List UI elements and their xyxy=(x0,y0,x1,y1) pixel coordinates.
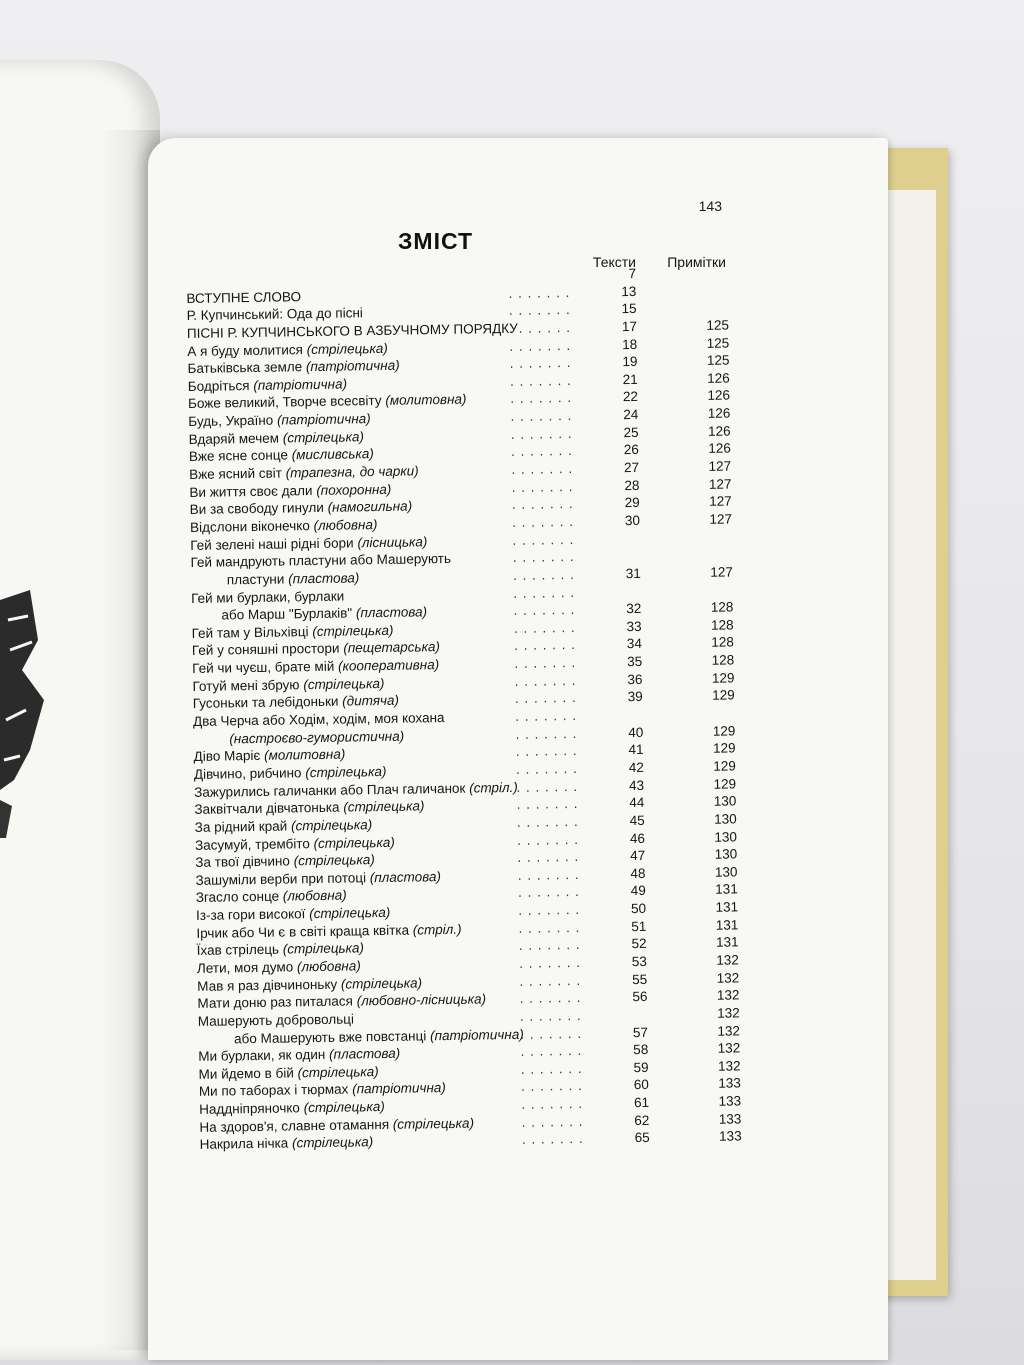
notes-page: 131 xyxy=(715,917,739,933)
leader-dots: . . . . . . . xyxy=(508,302,571,319)
song-title: Ми йдемо в бій xyxy=(198,1065,294,1082)
notes-page: 132 xyxy=(716,970,740,986)
notes-page: 131 xyxy=(715,899,739,915)
song-title: Гей ми бурлаки, бурлаки xyxy=(191,588,345,606)
song-genre: (стрілецька) xyxy=(282,940,365,957)
leader-dots: . . . . . . . xyxy=(514,672,577,689)
notes-page: 127 xyxy=(710,564,733,580)
leader-dots: . . . . . . . xyxy=(513,584,576,601)
song-genre: (стрілецька) xyxy=(303,675,385,692)
song-title: За твої дівчино xyxy=(195,853,290,871)
leader-dots: . . . . . . . xyxy=(518,919,581,936)
leader-dots: . . . . . . . xyxy=(511,496,574,513)
notes-page: 133 xyxy=(718,1111,742,1127)
text-page: 18 xyxy=(622,336,638,352)
leader-dots: . . . . . . . xyxy=(515,707,578,724)
song-title: Ви життя своє дали xyxy=(189,482,313,500)
song-genre: (стрілецька) xyxy=(312,622,394,639)
notes-page: 132 xyxy=(717,1022,741,1039)
text-page: 45 xyxy=(629,812,645,828)
notes-page: 129 xyxy=(712,723,736,739)
song-title: Мав я раз дівчиноньку xyxy=(197,976,338,994)
song-title: Накрила нічка xyxy=(199,1135,289,1153)
song-title: або Машерують вже повстанці xyxy=(233,1027,427,1046)
song-genre: (стрілецька) xyxy=(306,340,388,357)
notes-page: 126 xyxy=(707,370,730,386)
leader-dots: . . . . . . . xyxy=(516,796,579,813)
song-title: Вдаряй мечем xyxy=(188,430,280,447)
leader-dots: . . . . . . . xyxy=(519,1007,582,1024)
text-page xyxy=(603,706,643,707)
notes-page: 133 xyxy=(718,1075,741,1092)
text-page: 24 xyxy=(623,407,639,423)
song-genre: (любовно-лісницька) xyxy=(356,991,487,1009)
song-genre: (пластова) xyxy=(369,868,442,885)
leader-dots: . . . . . . . xyxy=(520,1060,583,1077)
text-page: 39 xyxy=(627,689,643,705)
text-page: 21 xyxy=(622,371,638,387)
notes-page: 125 xyxy=(706,335,730,351)
song-genre: (стрілецька) xyxy=(343,798,425,815)
text-page xyxy=(608,1006,648,1007)
text-page: 27 xyxy=(623,459,640,476)
text-page xyxy=(600,530,640,531)
text-page: 13 xyxy=(621,283,637,299)
page-stack-edge xyxy=(880,190,936,1280)
song-title: ВСТУПНЕ СЛОВО xyxy=(186,288,302,306)
text-page: 48 xyxy=(630,865,646,881)
song-title: або Марш "Бурлаків" xyxy=(221,605,353,623)
song-title: Машерують добровольці xyxy=(197,1011,355,1029)
song-title: Р. Купчинський: Ода до пісні xyxy=(186,305,363,324)
song-title: Батьківська земле xyxy=(187,359,303,377)
song-genre: (патріотична) xyxy=(276,411,371,428)
text-page: 62 xyxy=(634,1112,650,1128)
song-genre: (трапезна, до чарки) xyxy=(285,463,419,481)
leader-dots: . . . . . . . xyxy=(520,1025,583,1042)
leader-dots: . . . . . . . xyxy=(510,408,573,425)
song-title: За рідний край xyxy=(194,818,288,835)
song-title: Відслони віконечко xyxy=(189,518,310,535)
song-genre: (стрілецька) xyxy=(392,1115,475,1132)
notes-page xyxy=(682,528,732,529)
song-title: Гей зелені наші рідні бори xyxy=(190,535,354,553)
song-genre: (стрілецька) xyxy=(282,428,365,446)
notes-page: 129 xyxy=(712,740,736,757)
song-title: Два Черча або Ходім, ходім, моя кохана xyxy=(192,710,445,729)
leader-dots: . . . . . . . xyxy=(512,549,575,566)
text-page: 61 xyxy=(633,1094,650,1111)
song-genre: (стрілецька) xyxy=(303,1099,385,1116)
leader-dots: . . . . . . . xyxy=(512,566,575,583)
song-title: Мати доню раз питалася xyxy=(197,993,354,1012)
text-page: 57 xyxy=(632,1024,649,1040)
toc-entry-title xyxy=(186,288,301,307)
song-genre: (настроєво-гумористична) xyxy=(229,728,405,747)
leader-dots: . . . . . . . xyxy=(520,1078,583,1095)
text-page: 36 xyxy=(627,671,643,687)
leader-dots: . . . . . . . xyxy=(517,866,580,883)
notes-page: 125 xyxy=(706,317,730,333)
text-page: 46 xyxy=(629,830,646,846)
song-title: Ми по таборах і тюрмах xyxy=(198,1082,349,1100)
text-page: 25 xyxy=(623,424,639,440)
song-genre: (патріотична) xyxy=(305,357,400,375)
toc-entry-title xyxy=(200,1134,374,1154)
song-title: Вже ясний світ xyxy=(189,465,283,483)
leader-dots: . . . . . . . xyxy=(518,937,581,954)
song-genre: (стрілецька) xyxy=(340,975,423,992)
text-page: 31 xyxy=(625,565,641,582)
song-genre: (кооперативна) xyxy=(337,657,440,674)
leader-dots: . . . . . . . xyxy=(521,1131,584,1148)
text-page: 55 xyxy=(632,971,648,987)
song-title: Ірчик або Чи є в світі краща квітка xyxy=(196,922,410,941)
text-page: 28 xyxy=(624,477,640,493)
text-page: 65 xyxy=(634,1130,650,1146)
leader-dots: . . . . . . . xyxy=(515,760,578,777)
song-genre: (стріл.) xyxy=(412,921,462,938)
notes-page: 130 xyxy=(714,846,738,862)
song-genre: (молитовна) xyxy=(385,392,467,409)
text-page: 29 xyxy=(624,495,640,511)
song-title: Гей чи чуєш, брате мій xyxy=(192,658,335,677)
song-genre: (молитовна) xyxy=(263,746,346,764)
notes-page: 132 xyxy=(716,952,739,968)
song-title: Зашуміли верби при потоці xyxy=(195,870,367,888)
notes-page: 130 xyxy=(713,793,737,809)
song-title: Згасло сонце xyxy=(195,889,280,906)
song-genre: (стрілецька) xyxy=(291,1134,374,1151)
notes-page xyxy=(685,704,735,705)
notes-page: 129 xyxy=(713,776,737,792)
song-title: Заквітчали дівчатонька xyxy=(194,799,340,818)
song-title: Готуй мені збрую xyxy=(192,677,300,694)
text-page: 53 xyxy=(631,953,648,970)
song-title: Гусоньки та лебідоньки xyxy=(192,694,339,712)
text-page xyxy=(601,582,641,583)
text-page: 47 xyxy=(630,848,646,864)
notes-page: 131 xyxy=(715,881,738,898)
song-genre: (пластова) xyxy=(328,1045,401,1063)
notes-page xyxy=(682,546,732,547)
notes-page: 126 xyxy=(708,440,731,457)
text-page: 49 xyxy=(630,883,646,899)
song-title: А я буду молитися xyxy=(187,341,303,359)
leader-dots: . . . . . . . xyxy=(519,972,582,989)
leader-dots: . . . . . . . xyxy=(509,372,572,389)
song-genre: (лісницька) xyxy=(357,533,428,550)
notes-page: 129 xyxy=(712,687,735,704)
leader-dots: . . . . . . . xyxy=(521,1113,584,1130)
song-title: Будь, Україно xyxy=(188,412,274,430)
song-title: Засумуй, трембіто xyxy=(194,835,310,853)
song-genre: (патріотична) xyxy=(253,376,348,393)
text-page: 40 xyxy=(628,724,644,740)
leader-dots: . . . . . . . xyxy=(517,849,580,866)
song-title: Гей у соняшні простори xyxy=(191,641,340,659)
text-page: 33 xyxy=(626,618,642,634)
leader-dots: . . . . . . . xyxy=(509,337,572,354)
leader-dots: . . . . . . . xyxy=(509,355,572,372)
notes-page: 132 xyxy=(716,987,740,1004)
text-page: 43 xyxy=(628,777,645,793)
notes-page: 125 xyxy=(706,352,730,369)
leader-dots: . . . . . . . xyxy=(509,319,572,336)
leader-dots: . . . . . . . xyxy=(517,884,580,901)
text-page: 26 xyxy=(623,442,639,458)
notes-page: 133 xyxy=(718,1128,742,1145)
song-title: На здоров'я, славне отамання xyxy=(199,1116,390,1135)
song-genre: (намогильна) xyxy=(327,498,413,516)
notes-page: 128 xyxy=(711,634,735,651)
column-header-notes: Примітки xyxy=(667,254,726,270)
leader-dots: . . . . . . . xyxy=(516,778,579,795)
notes-page: 128 xyxy=(710,617,734,633)
song-genre: (стріл.) xyxy=(469,779,518,796)
notes-page: 132 xyxy=(717,1058,741,1074)
notes-page: 133 xyxy=(718,1093,742,1109)
page-number: 143 xyxy=(698,198,722,214)
leader-dots: . . . . . . . xyxy=(512,513,575,530)
notes-page xyxy=(678,263,728,264)
text-page: 60 xyxy=(633,1077,649,1093)
text-page: 35 xyxy=(627,653,643,670)
leader-dots: . . . . . . . xyxy=(514,637,577,654)
leader-dots: . . . . . . . xyxy=(516,813,579,830)
song-title: Гей там у Вільхівці xyxy=(191,623,309,641)
song-title: Ми бурлаки, як один xyxy=(198,1047,326,1065)
song-genre: (патріотична) xyxy=(429,1026,524,1043)
text-page: 7 xyxy=(628,265,637,282)
notes-page: 128 xyxy=(711,652,735,668)
song-title: ПІСНІ Р. КУПЧИНСЬКОГО В АЗБУЧНОМУ ПОРЯДКУ xyxy=(186,320,518,341)
text-page: 51 xyxy=(631,918,647,934)
text-page: 22 xyxy=(622,389,639,405)
song-genre: (стрілецька) xyxy=(313,834,395,851)
text-page: 56 xyxy=(632,989,648,1005)
notes-page: 126 xyxy=(707,387,731,404)
leader-dots: . . . . . . . xyxy=(517,831,580,848)
song-genre: (пластова) xyxy=(288,570,360,587)
song-title: Діво Маріє xyxy=(193,748,261,765)
song-title: Вже ясне сонце xyxy=(188,447,289,465)
song-title: Їхав стрілець xyxy=(196,941,280,959)
notes-page: 126 xyxy=(707,405,731,421)
leader-dots: . . . . . . . xyxy=(513,602,576,619)
song-title: пластуни xyxy=(226,571,285,588)
leader-dots: . . . . . . . xyxy=(512,531,575,548)
song-genre: (стрілецька) xyxy=(305,763,387,781)
song-title: Бодріться xyxy=(187,377,250,394)
leader-dots: . . . . . . . xyxy=(518,901,581,918)
text-page: 32 xyxy=(626,601,642,617)
song-genre: (любовна) xyxy=(296,958,361,975)
notes-page: 129 xyxy=(711,670,735,686)
song-title: Лети, моя думо xyxy=(196,959,294,976)
leader-dots: . . . . . . . xyxy=(519,990,582,1007)
notes-page: 129 xyxy=(713,758,736,774)
text-page: 42 xyxy=(628,759,644,776)
song-title: Ви за свободу гинули xyxy=(189,500,324,518)
notes-page: 127 xyxy=(709,493,732,510)
song-genre: (похоронна) xyxy=(316,481,392,498)
song-title: Боже великий, Творче всесвіту xyxy=(187,393,382,412)
leader-dots: . . . . . . . xyxy=(521,1095,584,1112)
song-genre: (пещетарська) xyxy=(343,639,441,657)
text-page: 58 xyxy=(633,1042,649,1058)
column-header-texts: Тексти xyxy=(592,254,636,270)
text-page: 30 xyxy=(624,512,641,529)
leader-dots: . . . . . . . xyxy=(514,655,577,671)
text-page: 52 xyxy=(631,936,647,952)
song-title: Із-за гори високої xyxy=(195,906,306,923)
notes-page: 131 xyxy=(715,934,739,951)
song-genre: (патріотична) xyxy=(352,1080,446,1097)
leader-dots: . . . . . . . xyxy=(510,425,573,442)
table-of-contents xyxy=(186,263,762,1154)
song-title: Зажурились галичанки або Плач галичанок xyxy=(194,780,466,800)
notes-page: 130 xyxy=(714,828,738,845)
text-page: 41 xyxy=(628,742,644,758)
text-page xyxy=(600,547,640,548)
notes-page: 127 xyxy=(708,458,732,474)
notes-page: 128 xyxy=(710,599,734,615)
song-genre: (любовна) xyxy=(313,516,378,533)
leader-dots: . . . . . . . xyxy=(510,443,573,460)
song-genre: (стрілецька) xyxy=(290,817,373,834)
leader-dots: . . . . . . . xyxy=(515,725,578,742)
song-genre: (стрілецька) xyxy=(293,852,375,869)
song-genre: (мисливська) xyxy=(291,446,374,463)
text-page: 15 xyxy=(621,301,637,317)
leader-dots: . . . . . . . xyxy=(508,284,571,301)
leader-dots: . . . . . . . xyxy=(511,478,574,495)
song-genre: (пластова) xyxy=(355,604,428,621)
text-page: 34 xyxy=(626,636,643,652)
notes-page: 132 xyxy=(717,1005,740,1021)
leader-dots: . . . . . . . xyxy=(514,690,577,707)
notes-page: 127 xyxy=(708,476,732,492)
notes-page xyxy=(678,281,728,282)
text-page: 50 xyxy=(630,900,647,917)
left-page-illustration xyxy=(0,580,60,840)
leader-dots: . . . . . . . xyxy=(515,743,578,760)
notes-page: 130 xyxy=(714,811,737,827)
notes-page xyxy=(678,299,728,300)
notes-page: 127 xyxy=(709,511,733,527)
page-title: ЗМІСТ xyxy=(398,228,474,254)
text-page: 44 xyxy=(629,795,645,811)
notes-page: 126 xyxy=(707,423,731,439)
text-page: 59 xyxy=(633,1059,649,1075)
notes-page xyxy=(683,581,733,582)
text-page: 17 xyxy=(621,318,638,335)
notes-page: 132 xyxy=(717,1040,741,1056)
leader-dots: . . . . . . . xyxy=(519,954,582,971)
text-page: 19 xyxy=(622,354,638,370)
song-genre: (стрілецька) xyxy=(297,1063,379,1081)
song-title: Гей мандрують пластуни або Машерують xyxy=(190,551,452,571)
leader-dots: . . . . . . . xyxy=(511,460,574,477)
song-title: Наддніпряночко xyxy=(199,1100,300,1118)
leader-dots: . . . . . . . xyxy=(510,390,573,407)
leader-dots: . . . . . . . xyxy=(520,1043,583,1060)
song-title: Дівчино, рибчино xyxy=(193,765,302,782)
leader-dots: . . . . . . . xyxy=(513,619,576,636)
song-genre: (стрілецька) xyxy=(309,904,391,922)
song-genre: (дитяча) xyxy=(342,693,400,709)
song-genre: (любовна) xyxy=(282,887,347,904)
notes-page: 130 xyxy=(714,864,738,880)
